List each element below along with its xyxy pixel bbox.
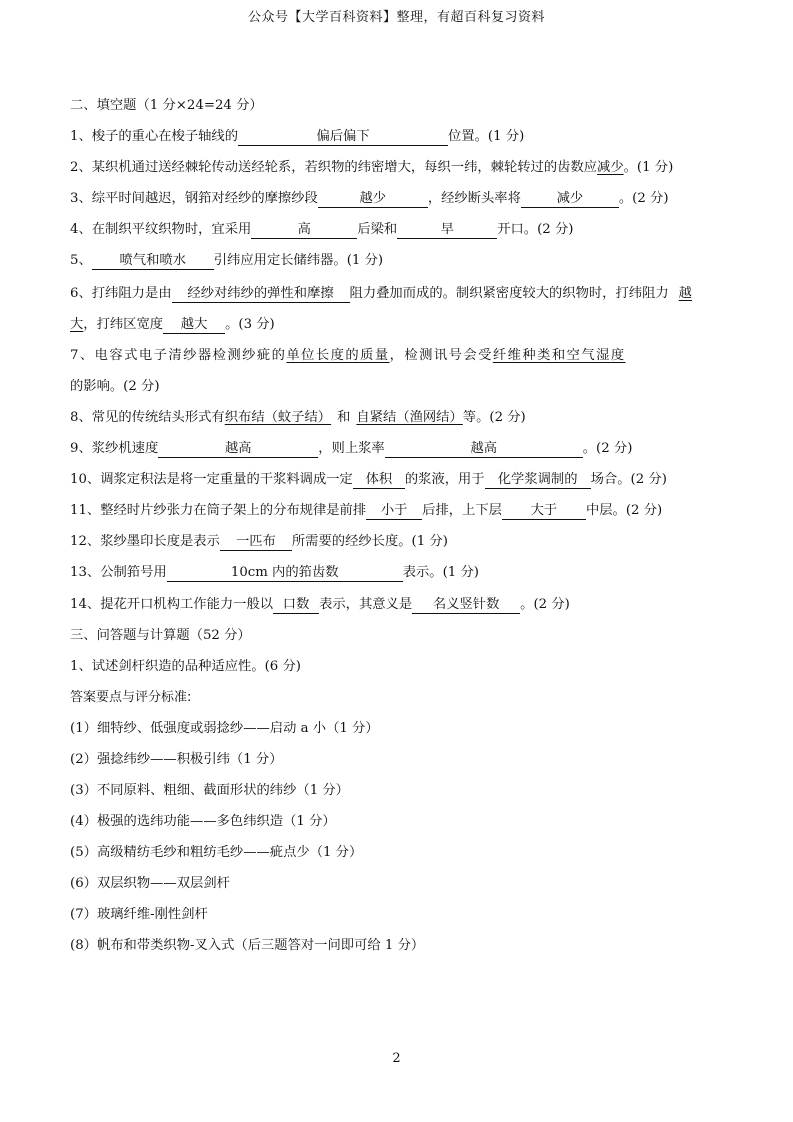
answer-item: (6）双层织物——双层剑杆 <box>70 876 230 891</box>
question-3 <box>70 187 669 208</box>
q11-tail: 中层。(2 分) <box>585 503 663 518</box>
q7-answer-2: 纤维种类和空气湿度 <box>492 348 626 363</box>
q6-answer-2b: 大 <box>70 317 84 332</box>
q1-tail: 位置。(1 分) <box>448 129 525 144</box>
q3-text: 3、综平时间越迟，钢筘对经纱的摩擦纱段 <box>70 191 318 206</box>
q9-answer-2: 越高 <box>385 441 583 458</box>
question-7-line-1 <box>70 344 626 363</box>
q4-answer-2: 早 <box>397 222 497 239</box>
q13-text: 13、公制筘号用 <box>70 565 167 580</box>
page-number: 2 <box>392 1051 401 1066</box>
q14-text: 14、提花开口机构工作能力一般以 <box>70 597 274 612</box>
q10-text: 10、调浆定积法是将一定重量的干浆料调成一定 <box>70 472 353 487</box>
answer-item: (7）玻璃纤维-刚性剑杆 <box>70 907 208 922</box>
q12-tail: 所需要的经纱长度。(1 分) <box>291 534 448 549</box>
answer-item: (2）强捻纬纱——积极引纬（1 分） <box>70 752 283 767</box>
question-11 <box>70 499 662 520</box>
q3-mid: ，经纱断头率将 <box>427 191 521 206</box>
q11-answer-1: 小于 <box>366 503 422 520</box>
question-12 <box>70 530 448 551</box>
answer-item: (1）细特纱、低强度或弱捻纱——启动 a 小（1 分） <box>70 721 379 736</box>
q10-answer-1: 体积 <box>353 472 405 489</box>
q7-mid: ，检测讯号会受 <box>389 348 493 363</box>
q4-answer-1: 高 <box>251 222 357 239</box>
q10-tail: 场合。(2 分) <box>590 472 667 487</box>
answer-heading: 答案要点与评分标准: <box>70 690 192 705</box>
answer-item: (3）不同原料、粗细、截面形状的纬纱（1 分） <box>70 783 349 798</box>
q12-text: 12、浆纱墨印长度是表示 <box>70 534 220 549</box>
q5-tail: 引纬应用定长储纬器。(1 分) <box>213 253 384 268</box>
answer-item: (5）高级精纺毛纱和粗纺毛纱——疵点少（1 分） <box>70 845 363 860</box>
answer-item: (8）帆布和带类织物-叉入式（后三题答对一问即可给 1 分） <box>70 938 425 953</box>
q6-answer-1: 经纱对纬纱的弹性和摩擦 <box>172 286 350 303</box>
q7-text: 7、电容式电子清纱器检测纱疵的 <box>70 348 287 363</box>
section-3-question-1: 1、试述剑杆织造的品种适应性。(6 分) <box>70 659 301 674</box>
q10-answer-2: 化学浆调制的 <box>485 472 591 489</box>
question-14 <box>70 593 570 614</box>
q6-answer-3: 越大 <box>163 317 225 334</box>
q13-answer: 10cm 内的筘齿数 <box>167 565 403 582</box>
q6-mid-2: ，打纬区宽度 <box>83 317 164 332</box>
q1-text: 1、梭子的重心在梭子轴线的 <box>70 129 239 144</box>
answer-item: (4）极强的选纬功能——多色纬织造（1 分） <box>70 814 336 829</box>
question-4 <box>70 218 573 239</box>
question-10 <box>70 468 667 489</box>
q13-tail: 表示。(1 分) <box>402 565 479 580</box>
question-5 <box>70 249 383 270</box>
q8-mid: 和 <box>337 410 351 425</box>
q1-answer: 偏后偏下 <box>238 129 448 146</box>
question-6-line-1 <box>70 282 692 303</box>
q14-answer-2: 名义竖针数 <box>412 597 520 614</box>
q6-mid: 阻力叠加而成的。制织紧密度较大的织物时，打纬阻力 <box>349 286 669 301</box>
q7-tail: 的影响。(2 分) <box>70 379 160 394</box>
q10-mid: 的浆液，用于 <box>404 472 485 487</box>
q6-text: 6、打纬阻力是由 <box>70 286 172 301</box>
section-2-title: 二、填空题（1 分×24=24 分） <box>70 98 263 113</box>
q14-mid: 表示，其意义是 <box>319 597 413 612</box>
q9-tail: 。(2 分) <box>582 441 633 456</box>
q6-answer-2a: 越 <box>678 286 692 301</box>
q3-tail: 。(2 分) <box>618 191 669 206</box>
q9-text: 9、浆纱机速度 <box>70 441 159 456</box>
q8-answer-1: 织布结（蚊子结） <box>224 410 332 425</box>
q9-mid: ，则上浆率 <box>318 441 385 456</box>
q7-answer-1: 单位长度的质量 <box>286 348 390 363</box>
question-9 <box>70 437 632 458</box>
q6-tail: 。(3 分) <box>225 317 275 332</box>
q4-text: 4、在制织平纹织物时，宜采用 <box>70 222 252 237</box>
q3-answer-1: 越少 <box>318 191 428 208</box>
question-6-line-2 <box>70 313 275 334</box>
q5-answer: 喷气和喷水 <box>92 253 214 270</box>
question-1 <box>70 125 524 146</box>
q2-answer: 减少 <box>597 160 624 175</box>
section-3-title: 三、问答题与计算题（52 分） <box>70 628 251 643</box>
q12-answer: 一匹布 <box>220 534 292 551</box>
q8-text: 8、常见的传统结头形式有 <box>70 410 225 425</box>
q2-tail: 。(1 分) <box>623 160 674 175</box>
q2-text: 2、某织机通过送经棘轮传动送经轮系，若织物的纬密增大，每织一纬，棘轮转过的齿数应 <box>70 160 598 175</box>
q11-text: 11、整经时片纱张力在筒子架上的分布规律是前排 <box>70 503 367 518</box>
q3-answer-2: 减少 <box>521 191 619 208</box>
q14-tail: 。(2 分) <box>520 597 570 612</box>
q8-answer-2: 自紧结（渔网结） <box>356 410 463 425</box>
q11-mid: 后排，上下层 <box>422 503 502 518</box>
q9-answer-1: 越高 <box>158 441 318 458</box>
question-2 <box>70 156 673 175</box>
q8-tail: 等。(2 分) <box>462 410 526 425</box>
question-13 <box>70 561 479 582</box>
q14-answer-1: 口数 <box>273 597 319 614</box>
page-header: 公众号【大学百科资料】整理，有超百科复习资料 <box>247 10 545 25</box>
q5-text: 5、 <box>70 253 92 268</box>
q11-answer-2: 大于 <box>502 503 586 520</box>
q4-mid: 后梁和 <box>357 222 398 237</box>
question-7-line-2 <box>70 375 160 394</box>
question-8 <box>70 406 526 425</box>
q4-tail: 开口。(2 分) <box>497 222 574 237</box>
